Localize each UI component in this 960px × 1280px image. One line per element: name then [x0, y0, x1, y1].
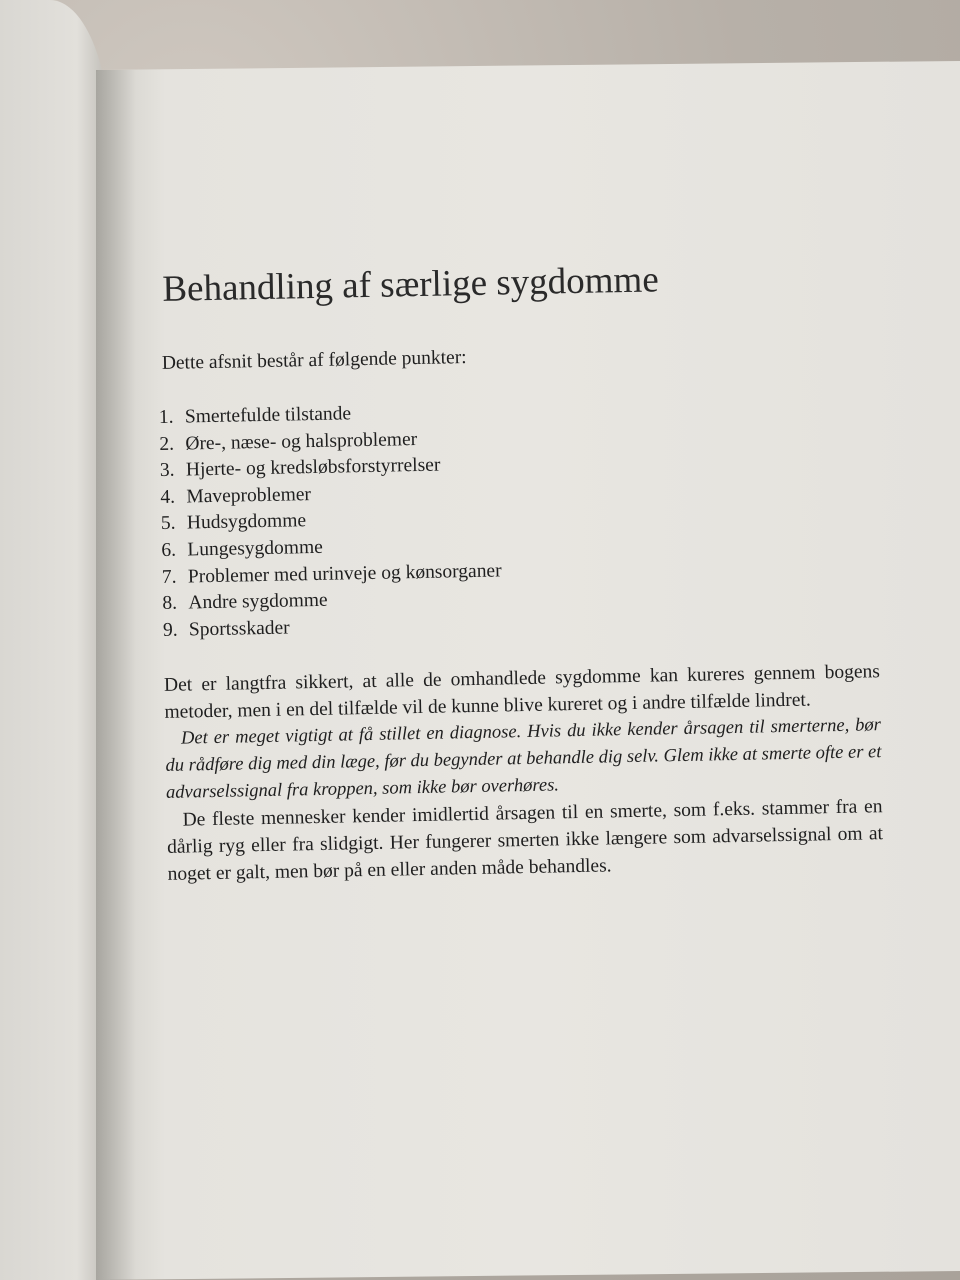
- intro-text: Dette afsnit består af følgende punkter:: [161, 347, 467, 374]
- list-number: 2.: [159, 433, 175, 455]
- page-content: [156, 254, 884, 888]
- body-paragraph: De fleste mennesker kender imidlertid årsagen til en smerte, som f.eks. stammer fra en dårlig ryg eller fra slidgigt. Her fungerer smerten ikke længere som advarselssignal om at noget er galt, men bør på en eller anden måde behandles.: [166, 796, 884, 886]
- list-number: 8.: [162, 592, 178, 615]
- list-number: 6.: [161, 539, 177, 561]
- list-number: 7.: [161, 566, 177, 588]
- chapter-title: Behandling af særlige sygdomme: [162, 259, 660, 310]
- left-page-edge: [0, 0, 110, 1280]
- list-label: Hudsygdomme: [186, 510, 307, 534]
- list-number: 1.: [158, 406, 174, 428]
- list-label: Øre-, næse- og halsproblemer: [185, 428, 418, 455]
- list-label: Lungesygdomme: [187, 536, 324, 561]
- list-label: Hjerte- og kredsløbsforstyrrelser: [185, 454, 441, 481]
- list-number: 5.: [160, 513, 176, 535]
- list-number: 4.: [160, 486, 176, 508]
- list-label: Sportsskader: [188, 617, 290, 641]
- body-paragraph: Det er langtfra sikkert, at alle de omhandlede sygdomme kan kureres gennem bogens metoder, men i en del tilfælde vil de kunne blive kureret og i andre tilfælde lindret.: [163, 661, 881, 724]
- list-label: Problemer med urinveje og kønsorganer: [187, 559, 502, 588]
- topic-list: [159, 391, 879, 644]
- list-number: 3.: [159, 459, 175, 482]
- list-label: Smertefulde tilstande: [184, 403, 352, 428]
- list-number: 9.: [162, 619, 178, 641]
- gutter-shadow: [96, 70, 136, 1280]
- warning-paragraph: Det er meget vigtigt at få stillet en diagnose. Hvis du ikke kender årsagen til smerterne, bør du rådføre dig med din læge, før du begynder at behandle dig selv. Glem ikke at smerte ofte er et advarselssignal fra kroppen, som ikke bør overhøres.: [165, 715, 882, 804]
- list-label: Andre sygdomme: [188, 589, 328, 614]
- list-label: Maveproblemer: [186, 483, 312, 508]
